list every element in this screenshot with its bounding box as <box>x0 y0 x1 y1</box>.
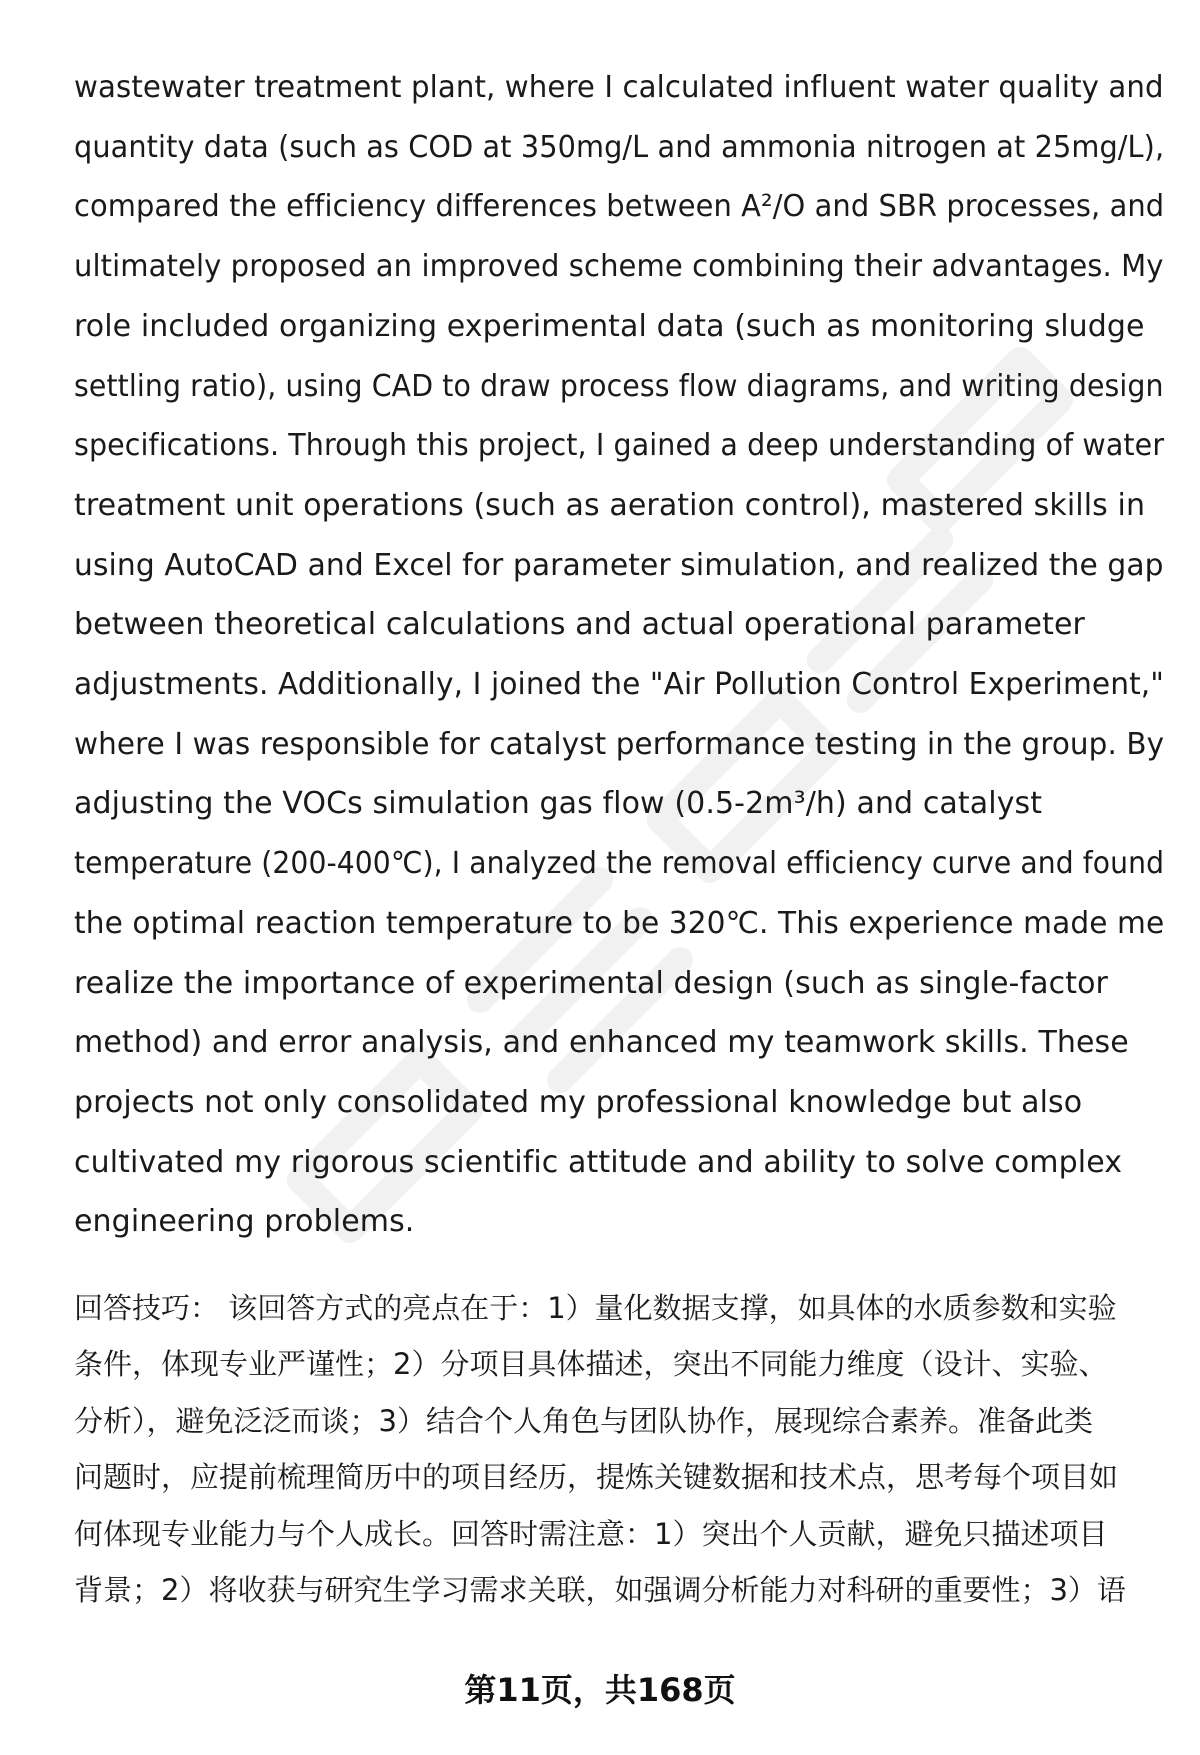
body-line: ultimately proposed an improved scheme combining their advantages. My <box>74 249 1164 285</box>
tips-line: 问题时，应提前梳理简历中的项目经历，提炼关键数据和技术点，思考每个项目如 <box>74 1460 1119 1495</box>
body-line: compared the efficiency differences between A²/O and SBR processes, and <box>74 189 1165 225</box>
page-number: 第11页，共168页 <box>464 1671 736 1709</box>
body-line: treatment unit operations (such as aeration control), mastered skills in <box>74 487 1146 523</box>
body-line: adjustments. Additionally, I joined the "Air Pollution Control Experiment," <box>74 667 1165 703</box>
body-line: between theoretical calculations and actual operational parameter <box>74 607 1085 643</box>
body-line: engineering problems. <box>74 1204 415 1240</box>
body-line: quantity data (such as COD at 350mg/L and ammonia nitrogen at 25mg/L), <box>74 129 1165 165</box>
body-line: role included organizing experimental data (such as monitoring sludge <box>74 308 1145 344</box>
body-line: settling ratio), using CAD to draw process flow diagrams, and writing design <box>74 368 1164 404</box>
body-line: cultivated my rigorous scientific attitude and ability to solve complex <box>74 1144 1123 1180</box>
body-line: method) and error analysis, and enhanced my teamwork skills. These <box>74 1025 1129 1061</box>
body-line: wastewater treatment plant, where I calculated influent water quality and <box>74 70 1164 105</box>
body-line: specifications. Through this project, I gained a deep understanding of water <box>74 428 1165 464</box>
body-line: where I was responsible for catalyst performance testing in the group. By <box>74 726 1165 762</box>
tips-line: 回答技巧： 该回答方式的亮点在于：1）量化数据支撑，如具体的水质参数和实验 <box>74 1291 1117 1325</box>
body-line: projects not only consolidated my professional knowledge but also <box>74 1084 1083 1120</box>
body-line: adjusting the VOCs simulation gas flow (0.5-2m³/h) and catalyst <box>74 786 1043 822</box>
tips-line: 背景；2）将收获与研究生学习需求关联，如强调分析能力对科研的重要性；3）语 <box>74 1573 1126 1608</box>
answer-tips-paragraph <box>74 1280 1164 1618</box>
body-line: using AutoCAD and Excel for parameter simulation, and realized the gap <box>74 547 1164 583</box>
tips-line: 何体现专业能力与个人成长。回答时需注意：1）突出个人贡献，避免只描述项目 <box>74 1516 1108 1551</box>
body-line: realize the importance of experimental design (such as single-factor <box>74 965 1108 1001</box>
body-line: the optimal reaction temperature to be 320℃. This experience made me <box>74 905 1165 941</box>
body-line: temperature (200-400℃), I analyzed the removal efficiency curve and found <box>74 846 1165 882</box>
tips-line: 条件，体现专业严谨性；2）分项目具体描述，突出不同能力维度（设计、实验、 <box>74 1347 1108 1382</box>
body-paragraph <box>74 58 1164 1252</box>
tips-line: 分析），避免泛泛而谈；3）结合个人角色与团队协作，展现综合素养。准备此类 <box>74 1403 1093 1438</box>
